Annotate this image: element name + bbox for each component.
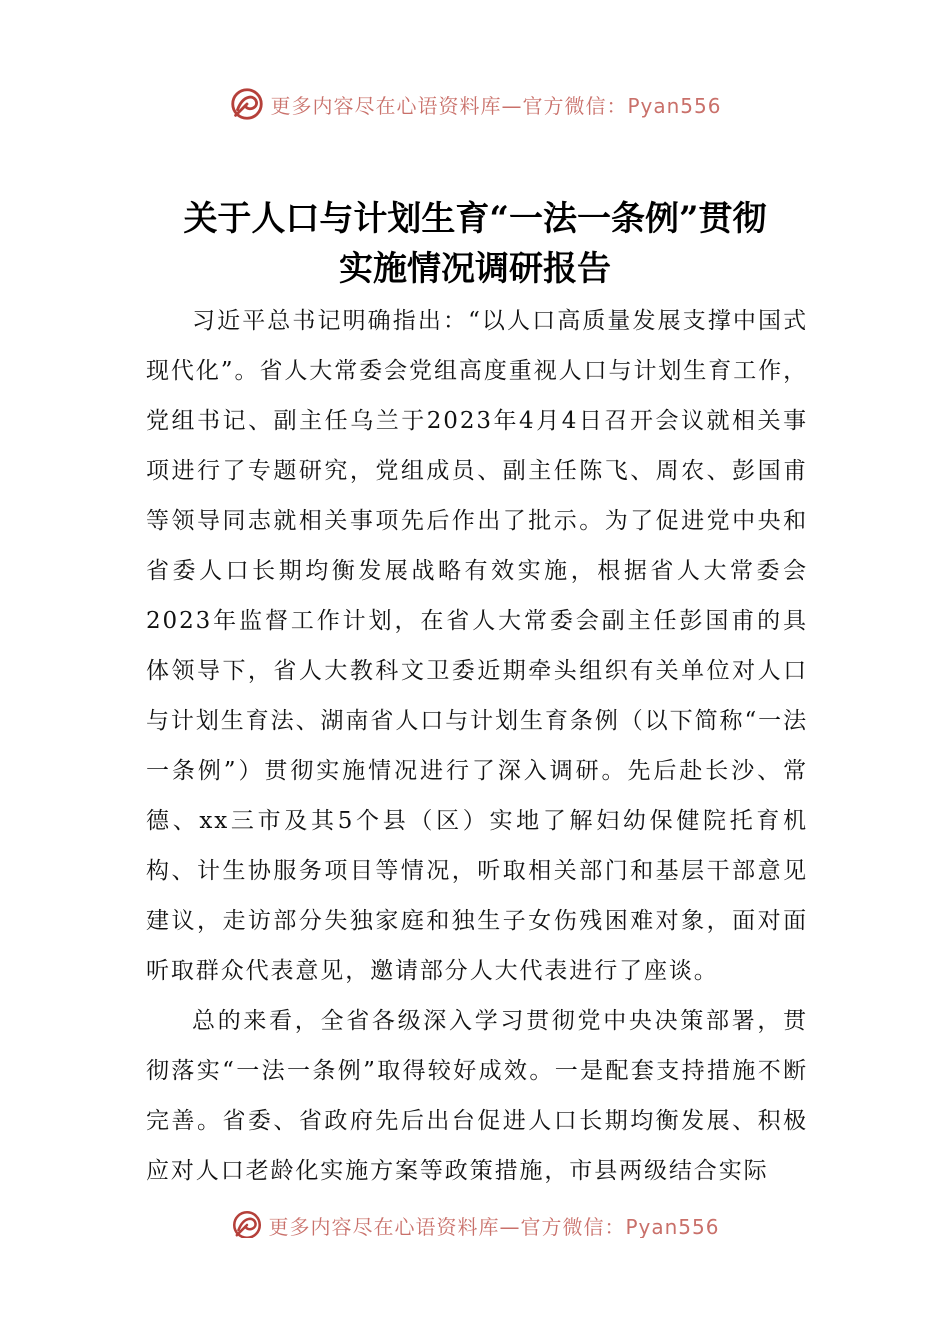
title-line-2: 实施情况调研报告 bbox=[339, 249, 611, 289]
watermark-banner-top bbox=[0, 82, 950, 126]
document-title bbox=[0, 194, 950, 294]
watermark-text: 更多内容尽在心语资料库—官方微信：Pyan556 bbox=[268, 1214, 720, 1238]
watermark-text: 更多内容尽在心语资料库—官方微信：Pyan556 bbox=[270, 93, 722, 118]
title-line-1: 关于人口与计划生育“一法一条例”贯彻 bbox=[183, 199, 767, 239]
swirl-logo-icon bbox=[230, 1208, 264, 1238]
watermark-banner-bottom bbox=[0, 1202, 950, 1238]
paragraph-2: 总的来看，全省各级深入学习贯彻党中央决策部署，贯彻落实“一法一条例”取得较好成效。一是配套支持措施不断完善。省委、省政府先后出台促进人口长期均衡发展、积极应对人口老龄化实施方案等政策措施，市县两级结合实际 bbox=[146, 1008, 808, 1184]
document-body bbox=[146, 296, 808, 1196]
swirl-logo-icon bbox=[228, 85, 266, 123]
paragraph-1: 习近平总书记明确指出：“以人口高质量发展支撑中国式现代化”。省人大常委会党组高度重视人口与计划生育工作，党组书记、副主任乌兰于2023年4月4日召开会议就相关事项进行了专题研究，党组成员、副主任陈飞、周农、彭国甫等领导同志就相关事项先后作出了批示。为了促进党中央和省委人口长期均衡发展战略有效实施，根据省人大常委会2023年监督工作计划，在省人大常委会副主任彭国甫的具体领导下，省人大教科文卫委近期牵头组织有关单位对人口与计划生育法、湖南省人口与计划生育条例（以下简称“一法一条例”）贯彻实施情况进行了深入调研。先后赴长沙、常德、xx三市及其5个县（区）实地了解妇幼保健院托育机构、计生协服务项目等情况，听取相关部门和基层干部意见建议，走访部分失独家庭和独生子女伤残困难对象，面对面听取群众代表意见，邀请部分人大代表进行了座谈。 bbox=[146, 308, 808, 984]
